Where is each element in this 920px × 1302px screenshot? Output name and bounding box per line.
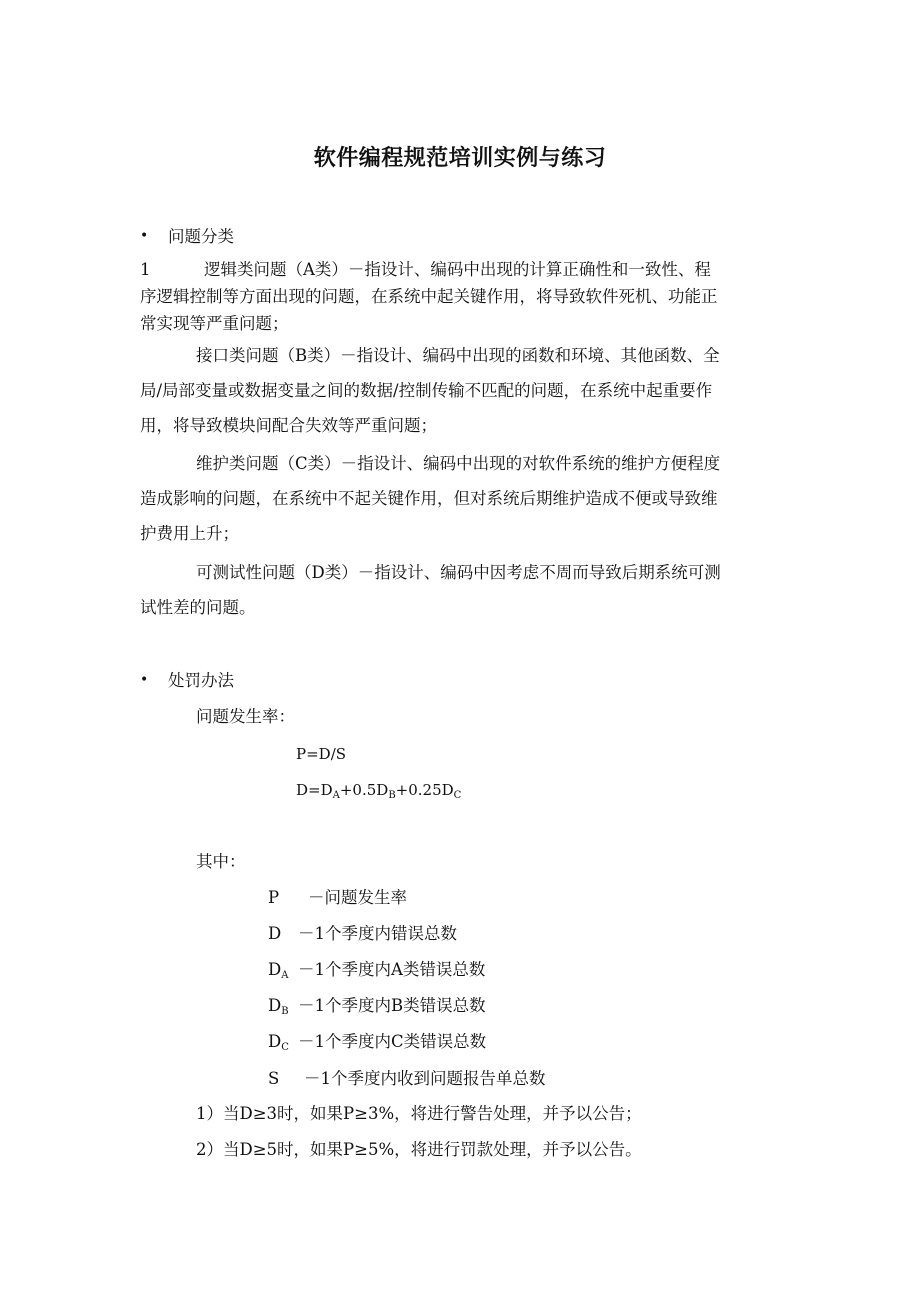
rule-fine: 2）当D≥5时，如果P≥5%，将进行罚款处理，并予以公告。	[196, 1140, 642, 1159]
rule-warning: 1）当D≥3时，如果P≥3%，将进行警告处理，并予以公告；	[196, 1104, 642, 1123]
bullet-icon: •	[140, 228, 149, 244]
class-b-line-1: 接口类问题（B类）－指设计、编码中出现的函数和环境、其他函数、全	[196, 346, 720, 365]
definition-symbol: $D_C$	[268, 1032, 289, 1053]
formula-rate: P=D/S	[296, 745, 347, 763]
formula-part: +0.25D	[395, 781, 454, 799]
definition-desc: －1个季度内收到问题报告单总数	[304, 1069, 546, 1088]
definition-item	[268, 1031, 486, 1059]
class-d-line-1: 可测试性问题（D类）－指设计、编码中因考虑不周而导致后期系统可测	[196, 563, 721, 582]
definition-symbol: P	[268, 888, 280, 907]
class-b-line-2: 局/局部变量或数据变量之间的数据/控制传输不匹配的问题，在系统中起重要作	[140, 381, 713, 400]
where-label: 其中：	[196, 852, 246, 871]
formula-subscript: A	[332, 790, 340, 801]
formula-subscript: C	[453, 790, 462, 801]
class-d-line-2: 试性差的问题。	[140, 598, 256, 617]
class-a-line-1: 逻辑类问题（A类）－指设计、编码中出现的计算正确性和一致性、程	[204, 260, 711, 279]
definition-item	[268, 887, 407, 915]
definition-item	[268, 923, 457, 951]
section-heading-penalty: 处罚办法	[168, 671, 234, 690]
formula-weighted-errors	[296, 779, 461, 807]
document-title: 软件编程规范培训实例与练习	[313, 146, 607, 171]
definition-desc: －1个季度内A类错误总数	[298, 960, 486, 979]
formula-subscript: B	[388, 790, 396, 801]
rate-label: 问题发生率：	[196, 707, 295, 726]
definition-symbol: S	[268, 1069, 280, 1088]
bullet-icon: •	[140, 672, 149, 688]
class-c-line-3: 护费用上升；	[140, 524, 239, 543]
definition-item	[268, 959, 485, 987]
definition-item	[268, 995, 486, 1023]
item-number: 1	[140, 260, 151, 279]
formula-part: D=D	[296, 781, 333, 799]
definition-symbol: $D_A$	[268, 960, 289, 981]
formula-part: +0.5D	[339, 781, 389, 799]
definition-item	[268, 1068, 546, 1096]
definition-symbol: $D_B$	[268, 996, 289, 1017]
section-heading-classification: 问题分类	[168, 227, 234, 246]
class-a-line-2: 序逻辑控制等方面出现的问题，在系统中起关键作用，将导致软件死机、功能正	[140, 287, 718, 306]
class-b-line-3: 用，将导致模块间配合失效等严重问题；	[140, 416, 437, 435]
definition-desc: －1个季度内C类错误总数	[298, 1032, 487, 1051]
definition-desc: －问题发生率	[308, 888, 407, 907]
definition-desc: －1个季度内错误总数	[298, 924, 457, 943]
class-c-line-1: 维护类问题（C类）－指设计、编码中出现的对软件系统的维护方便程度	[196, 454, 721, 473]
class-c-line-2: 造成影响的问题，在系统中不起关键作用，但对系统后期维护造成不便或导致维	[140, 489, 718, 508]
definition-desc: －1个季度内B类错误总数	[298, 996, 486, 1015]
definition-symbol: D	[268, 924, 282, 943]
class-a-line-3: 常实现等严重问题；	[140, 314, 289, 333]
